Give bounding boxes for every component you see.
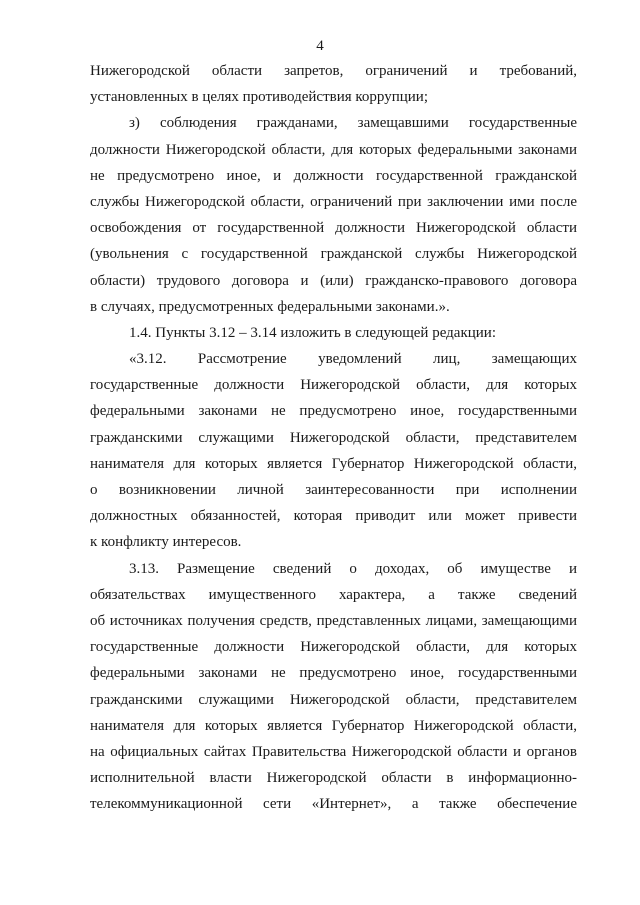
text-line: должностных обязанностей, которая приводит или может привести — [90, 508, 577, 525]
text-line: в случаях, предусмотренных федеральными законами.». — [90, 298, 450, 315]
document-body — [90, 58, 577, 817]
text-line: к конфликту интересов. — [90, 534, 242, 551]
text-line: федеральными законами не предусмотрено иное, государственными — [90, 665, 577, 682]
text-line: «3.12. Рассмотрение уведомлений лиц, замещающих — [129, 351, 577, 368]
text-line: государственные должности Нижегородской области, для которых — [90, 639, 577, 656]
text-line: гражданскими служащими Нижегородской области, представителем — [90, 429, 577, 446]
page-number: 4 — [316, 38, 324, 54]
text-line: нанимателя для которых является Губернатор Нижегородской области, — [90, 455, 577, 472]
text-line: государственные должности Нижегородской области, для которых — [90, 377, 577, 394]
text-line: службы Нижегородской области, ограничений при заключении ими после — [90, 193, 577, 210]
text-line: должности Нижегородской области, для которых федеральными законами — [90, 141, 577, 158]
text-line: Нижегородской области запретов, ограничений и требований, — [90, 63, 577, 79]
text-line: федеральными законами не предусмотрено иное, государственными — [90, 403, 577, 420]
text-line: 3.13. Размещение сведений о доходах, об имуществе и — [129, 560, 577, 577]
text-line: 1.4. Пункты 3.12 – 3.14 изложить в следующей редакции: — [129, 324, 496, 341]
text-line: (увольнения с государственной гражданской службы Нижегородской — [90, 246, 577, 263]
text-line: на официальных сайтах Правительства Нижегородской области и органов — [90, 743, 577, 760]
text-line: освобождения от государственной должности Нижегородской области — [90, 220, 577, 237]
text-line: телекоммуникационной сети «Интернет», а также обеспечение — [90, 796, 577, 813]
text-line: гражданскими служащими Нижегородской области, представителем — [90, 691, 577, 708]
text-line: з) соблюдения гражданами, замещавшими государственные — [129, 115, 577, 132]
text-line: не предусмотрено иное, и должности государственной гражданской — [90, 167, 577, 184]
text-line: нанимателя для которых является Губернатор Нижегородской области, — [90, 717, 577, 734]
text-line: области) трудового договора и (или) гражданско-правового договора — [90, 272, 577, 289]
text-line: обязательствах имущественного характера, а также сведений — [90, 586, 577, 603]
text-line: исполнительной власти Нижегородской области в информационно- — [90, 770, 577, 787]
text-line: о возникновении личной заинтересованности при исполнении — [90, 482, 577, 498]
text-line: установленных в целях противодействия коррупции; — [90, 89, 428, 106]
text-line: об источниках получения средств, представленных лицами, замещающими — [90, 612, 577, 629]
